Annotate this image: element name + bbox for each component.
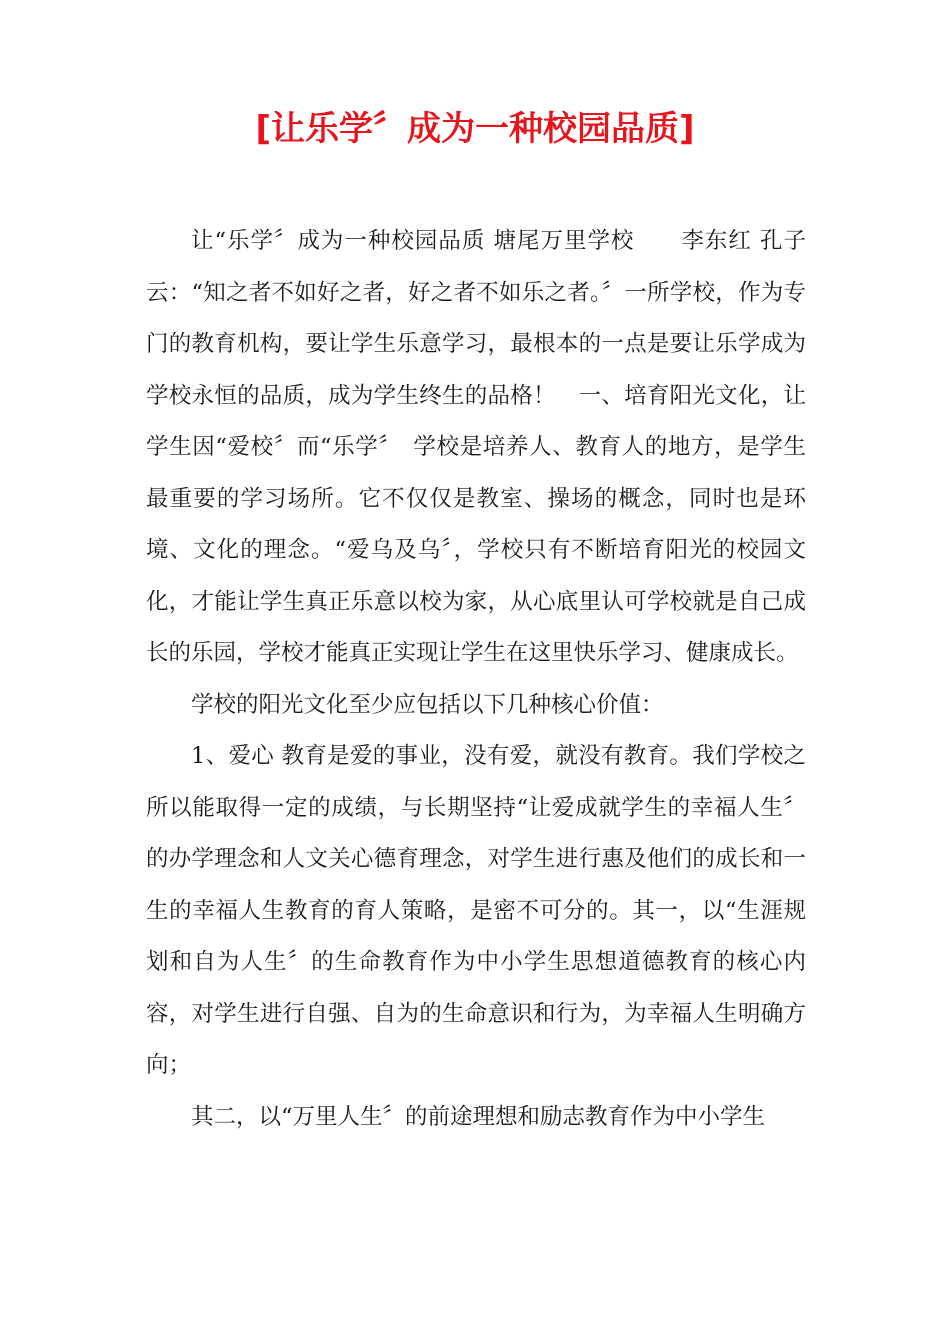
paragraph-love: 1、爱心 教育是爱的事业，没有爱，就没有教育。我们学校之所以能取得一定的成绩，与长期坚持“让爱成就学生的幸福人生〞的办学理念和人文关心德育理念，对学生进行惠及他们的成长和一生的幸福人生教育的育人策略，是密不可分的。其一，以“生涯规划和自为人生〞的生命教育作为中小学生思想道德教育的核心内容，对学生进行自强、自为的生命意识和行为，为幸福人生明确方向； — [146, 743, 806, 1078]
paragraph-intro: 让“乐学〞成为一种校园品质 塘尾万里学校 李东红 孔子云：“知之者不如好之者，好之者不如乐之者。〞一所学校，作为专门的教育机构，要让学生乐意学习，最根本的一点是要让乐学成为学校永恒的品质，成为学生终生的品格！ 一、培育阳光文化，让学生因“爱校〞而“乐学〞 学校是培养人、教育人的地方，是学生最重要的学习场所。它不仅仅是教室、操场的概念，同时也是环境、文化的理念。“爱乌及乌〞，学校只有不断培育阳光的校园文化，才能让学生真正乐意以校为家，从心底里认可学校就是自己成长的乐园，学校才能真正实现让学生在这里快乐学习、健康成长。 — [146, 228, 806, 666]
document-title: [让乐学〞成为一种校园品质] — [255, 109, 695, 149]
document-body — [146, 216, 806, 1143]
paragraph-second: 其二，以“万里人生〞的前途理想和励志教育作为中小学生 — [191, 1103, 766, 1130]
paragraph-core-values: 学校的阳光文化至少应包括以下几种核心价值： — [191, 691, 664, 718]
